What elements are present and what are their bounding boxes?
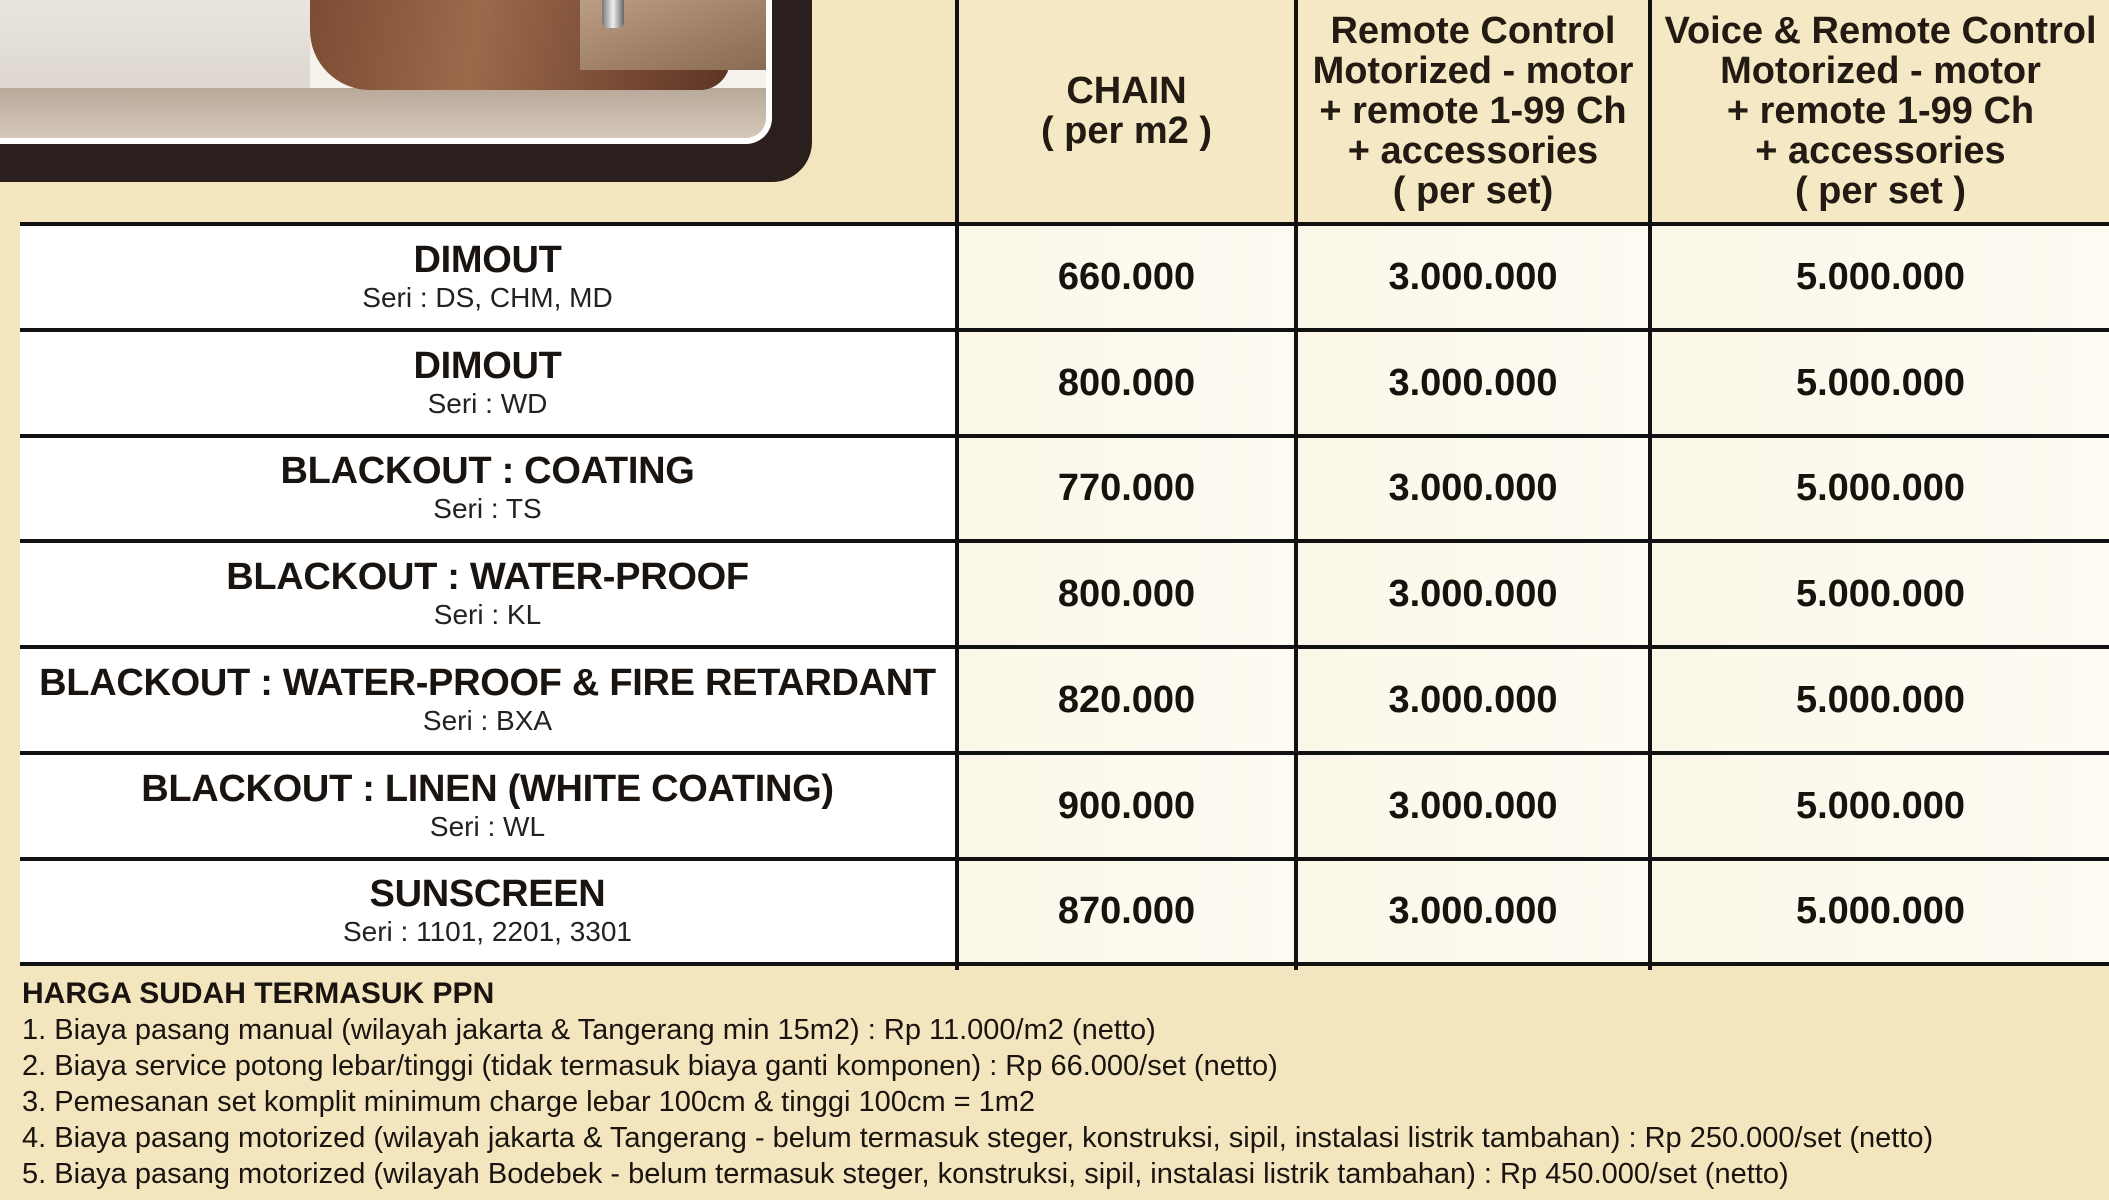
price-cell-chain: 870.000	[959, 860, 1294, 962]
price-cell-remote: 3.000.000	[1298, 226, 1648, 328]
price-cell-remote: 3.000.000	[1298, 437, 1648, 539]
note-line: 2. Biaya service potong lebar/tinggi (tidak termasuk biaya ganti komponen) : Rp 66.000/set (netto)	[22, 1050, 1278, 1082]
grid-line	[1294, 0, 1298, 970]
product-name: BLACKOUT : COATING	[280, 450, 695, 492]
grid-line	[20, 222, 2109, 226]
header-remote-label: Remote Control Motorized - motor + remote 1-99 Ch + accessories ( per set)	[1312, 10, 1634, 212]
product-series: Seri : KL	[433, 599, 542, 630]
price-notes	[22, 976, 2109, 1192]
grid-line	[20, 751, 2109, 755]
price-cell-chain: 770.000	[959, 437, 1294, 539]
table-row-product	[20, 437, 955, 539]
table-row-product	[20, 649, 955, 751]
grid-line	[20, 539, 2109, 543]
price-cell-voice: 5.000.000	[1652, 226, 2109, 328]
price-cell-voice: 5.000.000	[1652, 860, 2109, 962]
grid-line	[20, 434, 2109, 438]
product-series: Seri : WD	[427, 388, 548, 419]
header-remote-control	[1298, 0, 1648, 222]
grid-line	[20, 962, 2109, 966]
price-cell-chain: 820.000	[959, 649, 1294, 751]
table-row-product	[20, 860, 955, 962]
product-name: BLACKOUT : WATER-PROOF	[226, 556, 749, 598]
price-cell-remote: 3.000.000	[1298, 543, 1648, 645]
note-line: 1. Biaya pasang manual (wilayah jakarta & Tangerang min 15m2) : Rp 11.000/m2 (netto)	[22, 1014, 1156, 1046]
table-row-product	[20, 332, 955, 434]
price-table	[20, 0, 2109, 972]
table-row-product	[20, 543, 955, 645]
price-cell-voice: 5.000.000	[1652, 543, 2109, 645]
product-name: SUNSCREEN	[369, 873, 606, 915]
grid-line	[20, 328, 2109, 332]
price-cell-voice: 5.000.000	[1652, 437, 2109, 539]
price-cell-chain: 800.000	[959, 543, 1294, 645]
header-chain-label: CHAIN ( per m2 )	[1040, 70, 1213, 152]
price-cell-voice: 5.000.000	[1652, 649, 2109, 751]
note-line: 3. Pemesanan set komplit minimum charge lebar 100cm & tinggi 100cm = 1m2	[22, 1086, 1036, 1118]
price-cell-voice: 5.000.000	[1652, 755, 2109, 857]
product-series: Seri : BXA	[422, 705, 553, 736]
price-cell-remote: 3.000.000	[1298, 860, 1648, 962]
product-series: Seri : DS, CHM, MD	[362, 282, 613, 313]
product-name: BLACKOUT : WATER-PROOF & FIRE RETARDANT	[39, 662, 936, 704]
grid-line	[20, 857, 2109, 861]
product-series: Seri : 1101, 2201, 3301	[342, 916, 633, 947]
header-voice-remote	[1652, 0, 2109, 222]
price-cell-remote: 3.000.000	[1298, 755, 1648, 857]
header-voice-label: Voice & Remote Control Motorized - motor + remote 1-99 Ch + accessories ( per set )	[1664, 10, 2097, 212]
price-cell-chain: 660.000	[959, 226, 1294, 328]
grid-line	[955, 0, 959, 970]
price-cell-voice: 5.000.000	[1652, 332, 2109, 434]
price-cell-remote: 3.000.000	[1298, 649, 1648, 751]
note-line: 4. Biaya pasang motorized (wilayah jakarta & Tangerang - belum termasuk steger, konstruksi, sipil, instalasi listrik tambahan) : Rp 250.000/set (netto)	[22, 1122, 1934, 1154]
product-series: Seri : WL	[429, 811, 546, 842]
product-name: DIMOUT	[413, 345, 562, 387]
price-cell-chain: 900.000	[959, 755, 1294, 857]
grid-line	[20, 645, 2109, 649]
price-cell-remote: 3.000.000	[1298, 332, 1648, 434]
note-line: 5. Biaya pasang motorized (wilayah Bodebek - belum termasuk steger, konstruksi, sipil, instalasi listrik tambahan) : Rp 450.000/set (netto)	[22, 1158, 1789, 1190]
notes-title: HARGA SUDAH TERMASUK PPN	[22, 977, 495, 1010]
table-row-product	[20, 226, 955, 328]
price-cell-chain: 800.000	[959, 332, 1294, 434]
table-row-product	[20, 755, 955, 857]
grid-line	[1648, 0, 1652, 970]
header-chain	[959, 0, 1294, 222]
product-name: BLACKOUT : LINEN (WHITE COATING)	[141, 768, 834, 810]
product-series: Seri : TS	[433, 493, 542, 524]
product-name: DIMOUT	[413, 239, 562, 281]
